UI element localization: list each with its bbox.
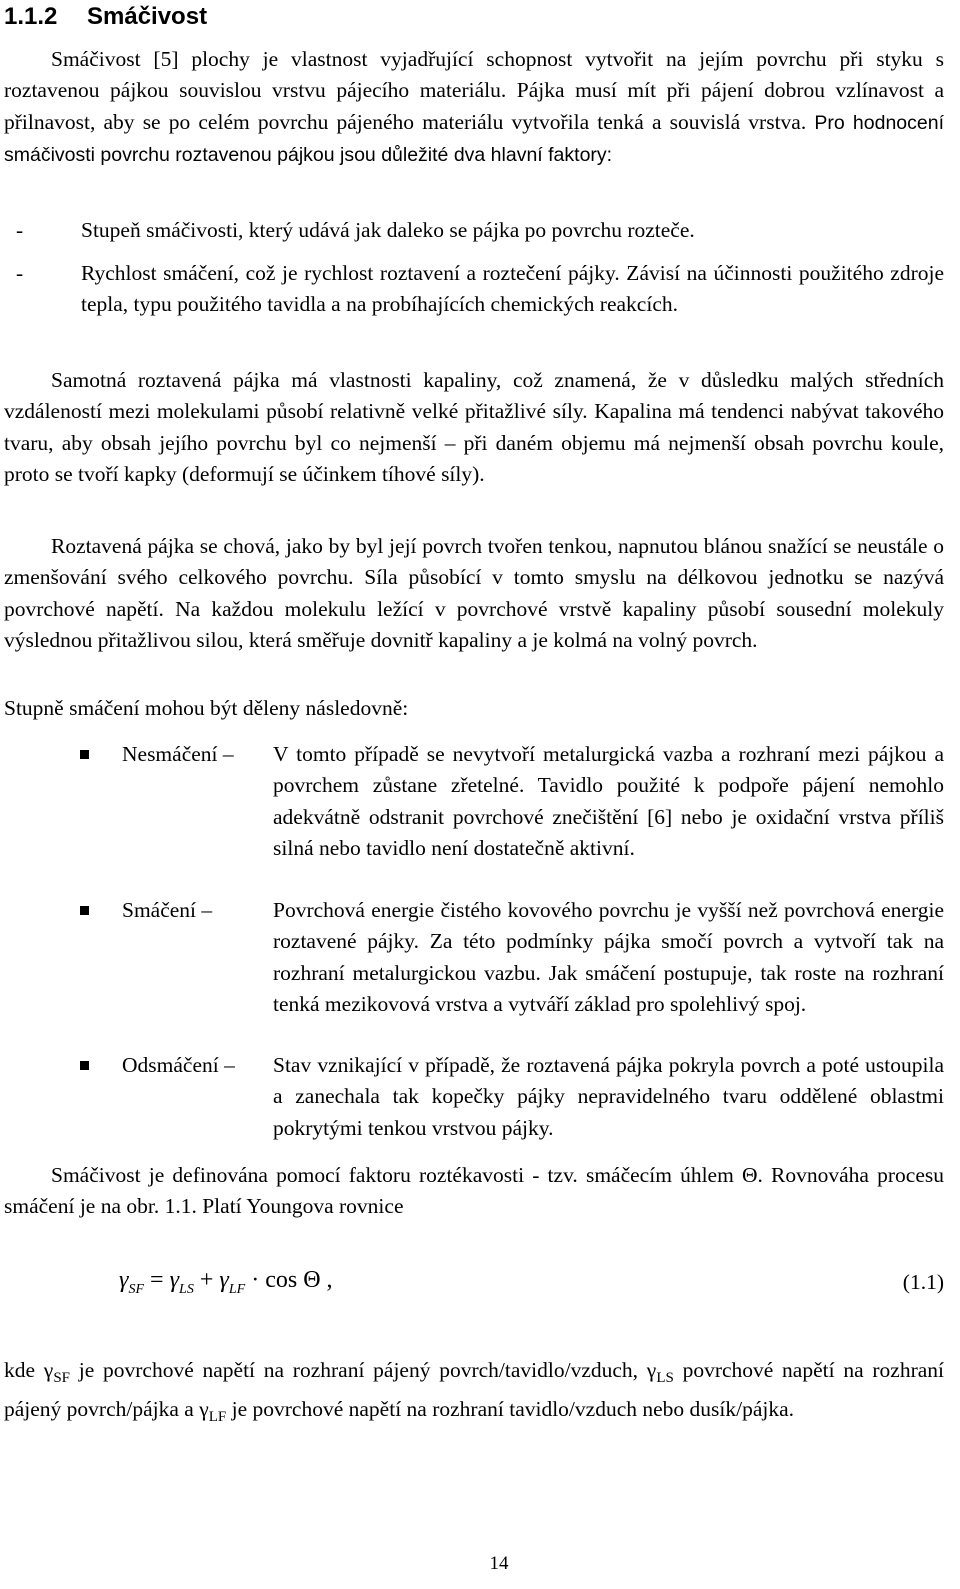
- degrees-intro-text: Stupně smáčení mohou být děleny následovně:: [4, 696, 409, 720]
- equation-number: (1.1): [902, 1270, 944, 1294]
- square-bullet-icon: [80, 750, 89, 759]
- degrees-intro-paragraph: [4, 693, 944, 724]
- square-bullet-icon: [80, 906, 89, 915]
- wetting-degree-item: [4, 895, 944, 1020]
- section-heading: [4, 2, 207, 32]
- wetting-degree-term: Nesmáčení –: [122, 742, 234, 766]
- dash-marker: -: [16, 218, 24, 242]
- intro-text-sans: Pro hodnocení smáčivosti povrchu roztavenou pájkou jsou důležité dva hlavní faktory:: [4, 111, 945, 166]
- intro-text: Smáčivost [5] plochy je vlastnost vyjadřující schopnost vytvořit na jejím povrchu při styku s roztavenou pájkou souvislou vrstvu pájecího materiálu. Pájka musí mít při pájení dobrou vzlínavost a přilnavost, aby se po celém povrchu pájeného materiálu vytvořila tenká a souvislá vrstva.: [4, 47, 944, 134]
- factor-item: [4, 258, 944, 321]
- capillary-paragraph: [4, 365, 944, 490]
- factor-text: Rychlost smáčení, což je rychlost roztavení a roztečení pájky. Závisí na účinnosti použitého zdroje tepla, typu použitého tavidla a na probíhajících chemických reakcích.: [81, 261, 944, 317]
- explanation-text: kde $\gamma_{SF}$ je povrchové napětí na rozhraní pájený povrch/tavidlo/vzduch, $\gamma_{LS}$ povrchové napětí na rozhraní pájený povrch/pájka a $\gamma_{LF}$ je povrchové napětí na rozhraní tavidlo/vzduch nebo dusík/pájka.: [4, 1358, 944, 1426]
- intro-paragraph: [4, 44, 944, 171]
- section-title: Smáčivost: [87, 3, 208, 30]
- wetting-degree-description: Stav vznikající v případě, že roztavená pájka pokryla povrch a poté ustoupila a zanechala tak kopečky pájky nepravidelného tvaru oddělené oblastmi pokrytými tenkou vrstvou pájky.: [273, 1053, 944, 1140]
- wetting-degree-term: Smáčení –: [122, 898, 213, 922]
- equation-explanation: [4, 1355, 944, 1434]
- factor-text: Stupeň smáčivosti, který udává jak daleko se pájka po povrchu rozteče.: [81, 218, 695, 242]
- surface-tension-paragraph: [4, 531, 944, 656]
- equation-body: $\gamma_{SF} = \gamma_{LS} + \gamma_{LF} \cdot \cos \Theta$ ,: [119, 1267, 333, 1297]
- factor-item: [4, 215, 944, 246]
- section-number: 1.1.2: [4, 3, 58, 30]
- square-bullet-icon: [80, 1061, 89, 1070]
- page-number: 14: [489, 1553, 509, 1574]
- contact-angle-paragraph: [4, 1160, 944, 1223]
- wetting-degree-item: [4, 739, 944, 864]
- wetting-degree-item: [4, 1050, 944, 1144]
- young-equation: [4, 1265, 944, 1301]
- contact-angle-text: Smáčivost je definována pomocí faktoru roztékavosti - tzv. smáčecím úhlem Θ. Rovnováha procesu smáčení je na obr. 1.1. Platí Youngova rovnice: [4, 1163, 944, 1219]
- wetting-degree-description: Povrchová energie čistého kovového povrchu je vyšší než povrchová energie roztavené pájky. Za této podmínky pájka smočí povrch a vytvoří tak na rozhraní metalurgickou vazbu. Jak smáčení postupuje, tak roste na rozhraní tenká mezikovová vrstva a vytváří základ pro spolehlivý spoj.: [273, 898, 944, 1016]
- dash-marker: -: [16, 261, 24, 285]
- wetting-degree-term: Odsmáčení –: [122, 1053, 235, 1077]
- capillary-text: Samotná roztavená pájka má vlastnosti kapaliny, což znamená, že v důsledku malých středních vzdáleností mezi molekulami působí relativně velké přitažlivé síly. Kapalina má tendenci nabývat takového tvaru, aby obsah jejího povrchu byl co nejmenší – při daném objemu má nejmenší obsah povrchu koule, proto se tvoří kapky (deformují se účinkem tíhové síly).: [4, 368, 944, 486]
- wetting-degree-description: V tomto případě se nevytvoří metalurgická vazba a rozhraní mezi pájkou a povrchem zůstane zřetelné. Tavidlo použité k podpoře pájení nemohlo adekvátně odstranit povrchové znečištění [6] nebo je oxidační vrstva příliš silná nebo tavidlo není dostatečně aktivní.: [273, 742, 944, 860]
- surface-tension-text: Roztavená pájka se chová, jako by byl její povrch tvořen tenkou, napnutou blánou snažící se neustále o zmenšování svého celkového povrchu. Síla působící v tomto smyslu na délkovou jednotku se nazývá povrchové napětí. Na každou molekulu ležící v povrchové vrstvě kapaliny působí sousední molekuly výslednou přitažlivou silou, která směřuje dovnitř kapaliny a je kolmá na volný povrch.: [4, 534, 944, 652]
